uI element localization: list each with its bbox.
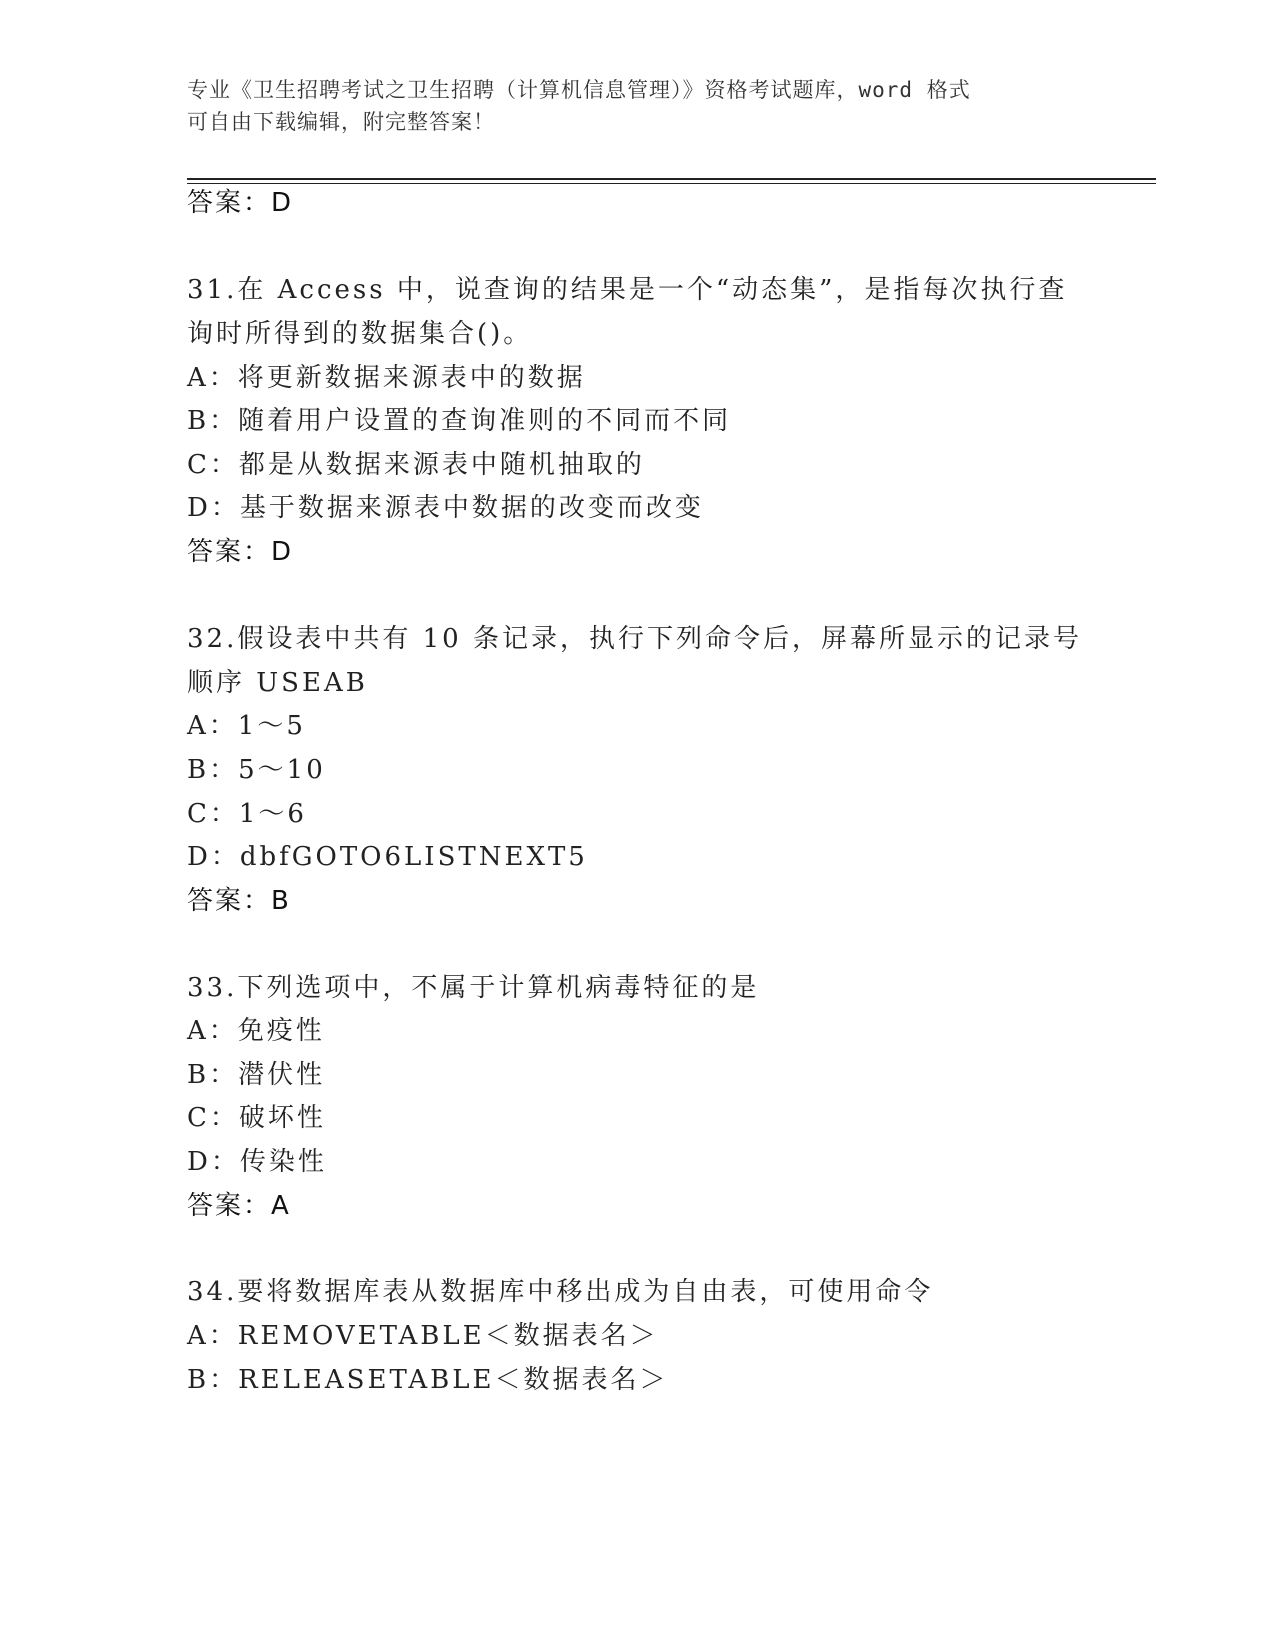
question-31-text-line-1: 31.在 Access 中，说查询的结果是一个“动态集”，是指每次执行查	[187, 275, 1068, 305]
answer-line: 答案：D	[187, 188, 294, 218]
question-32-text-line-1: 32.假设表中共有 10 条记录，执行下列命令后，屏幕所显示的记录号	[187, 624, 1082, 654]
question-31-option-a: A：将更新数据来源表中的数据	[187, 363, 586, 393]
page-header	[187, 74, 1067, 138]
question-31-option-c: C：都是从数据来源表中随机抽取的	[187, 450, 645, 480]
question-33-option-a: A：免疫性	[187, 1016, 325, 1046]
question-32-text-line-2: 顺序 USEAB	[187, 668, 368, 698]
question-34-text: 34.要将数据库表从数据库中移出成为自由表，可使用命令	[187, 1277, 934, 1307]
question-32-answer: 答案：B	[187, 886, 291, 916]
question-31-answer: 答案：D	[187, 537, 294, 567]
question-33-answer: 答案：A	[187, 1191, 291, 1221]
question-34-option-b: B：RELEASETABLE＜数据表名＞	[187, 1365, 669, 1395]
question-33-option-d: D：传染性	[187, 1147, 327, 1177]
question-33-option-c: C：破坏性	[187, 1103, 326, 1133]
question-34-option-a: A：REMOVETABLE＜数据表名＞	[187, 1321, 659, 1351]
header-line-1: 专业《卫生招聘考试之卫生招聘（计算机信息管理）》资格考试题库，word 格式	[187, 78, 971, 102]
question-31-option-d: D：基于数据来源表中数据的改变而改变	[187, 493, 704, 523]
question-31-text-line-2: 询时所得到的数据集合()。	[187, 319, 533, 349]
question-33-text: 33.下列选项中，不属于计算机病毒特征的是	[187, 973, 760, 1003]
question-32-option-d: D：dbfGOTO6LISTNEXT5	[187, 842, 588, 872]
header-divider-thick	[187, 178, 1156, 180]
header-line-2: 可自由下载编辑，附完整答案！	[187, 110, 495, 134]
question-32-option-b: B：5～10	[187, 755, 326, 785]
question-31-option-b: B：随着用户设置的查询准则的不同而不同	[187, 406, 732, 436]
header-divider-thin	[187, 183, 1156, 184]
question-32-option-c: C：1～6	[187, 799, 307, 829]
question-33-option-b: B：潜伏性	[187, 1060, 326, 1090]
question-32-option-a: A：1～5	[187, 711, 306, 741]
